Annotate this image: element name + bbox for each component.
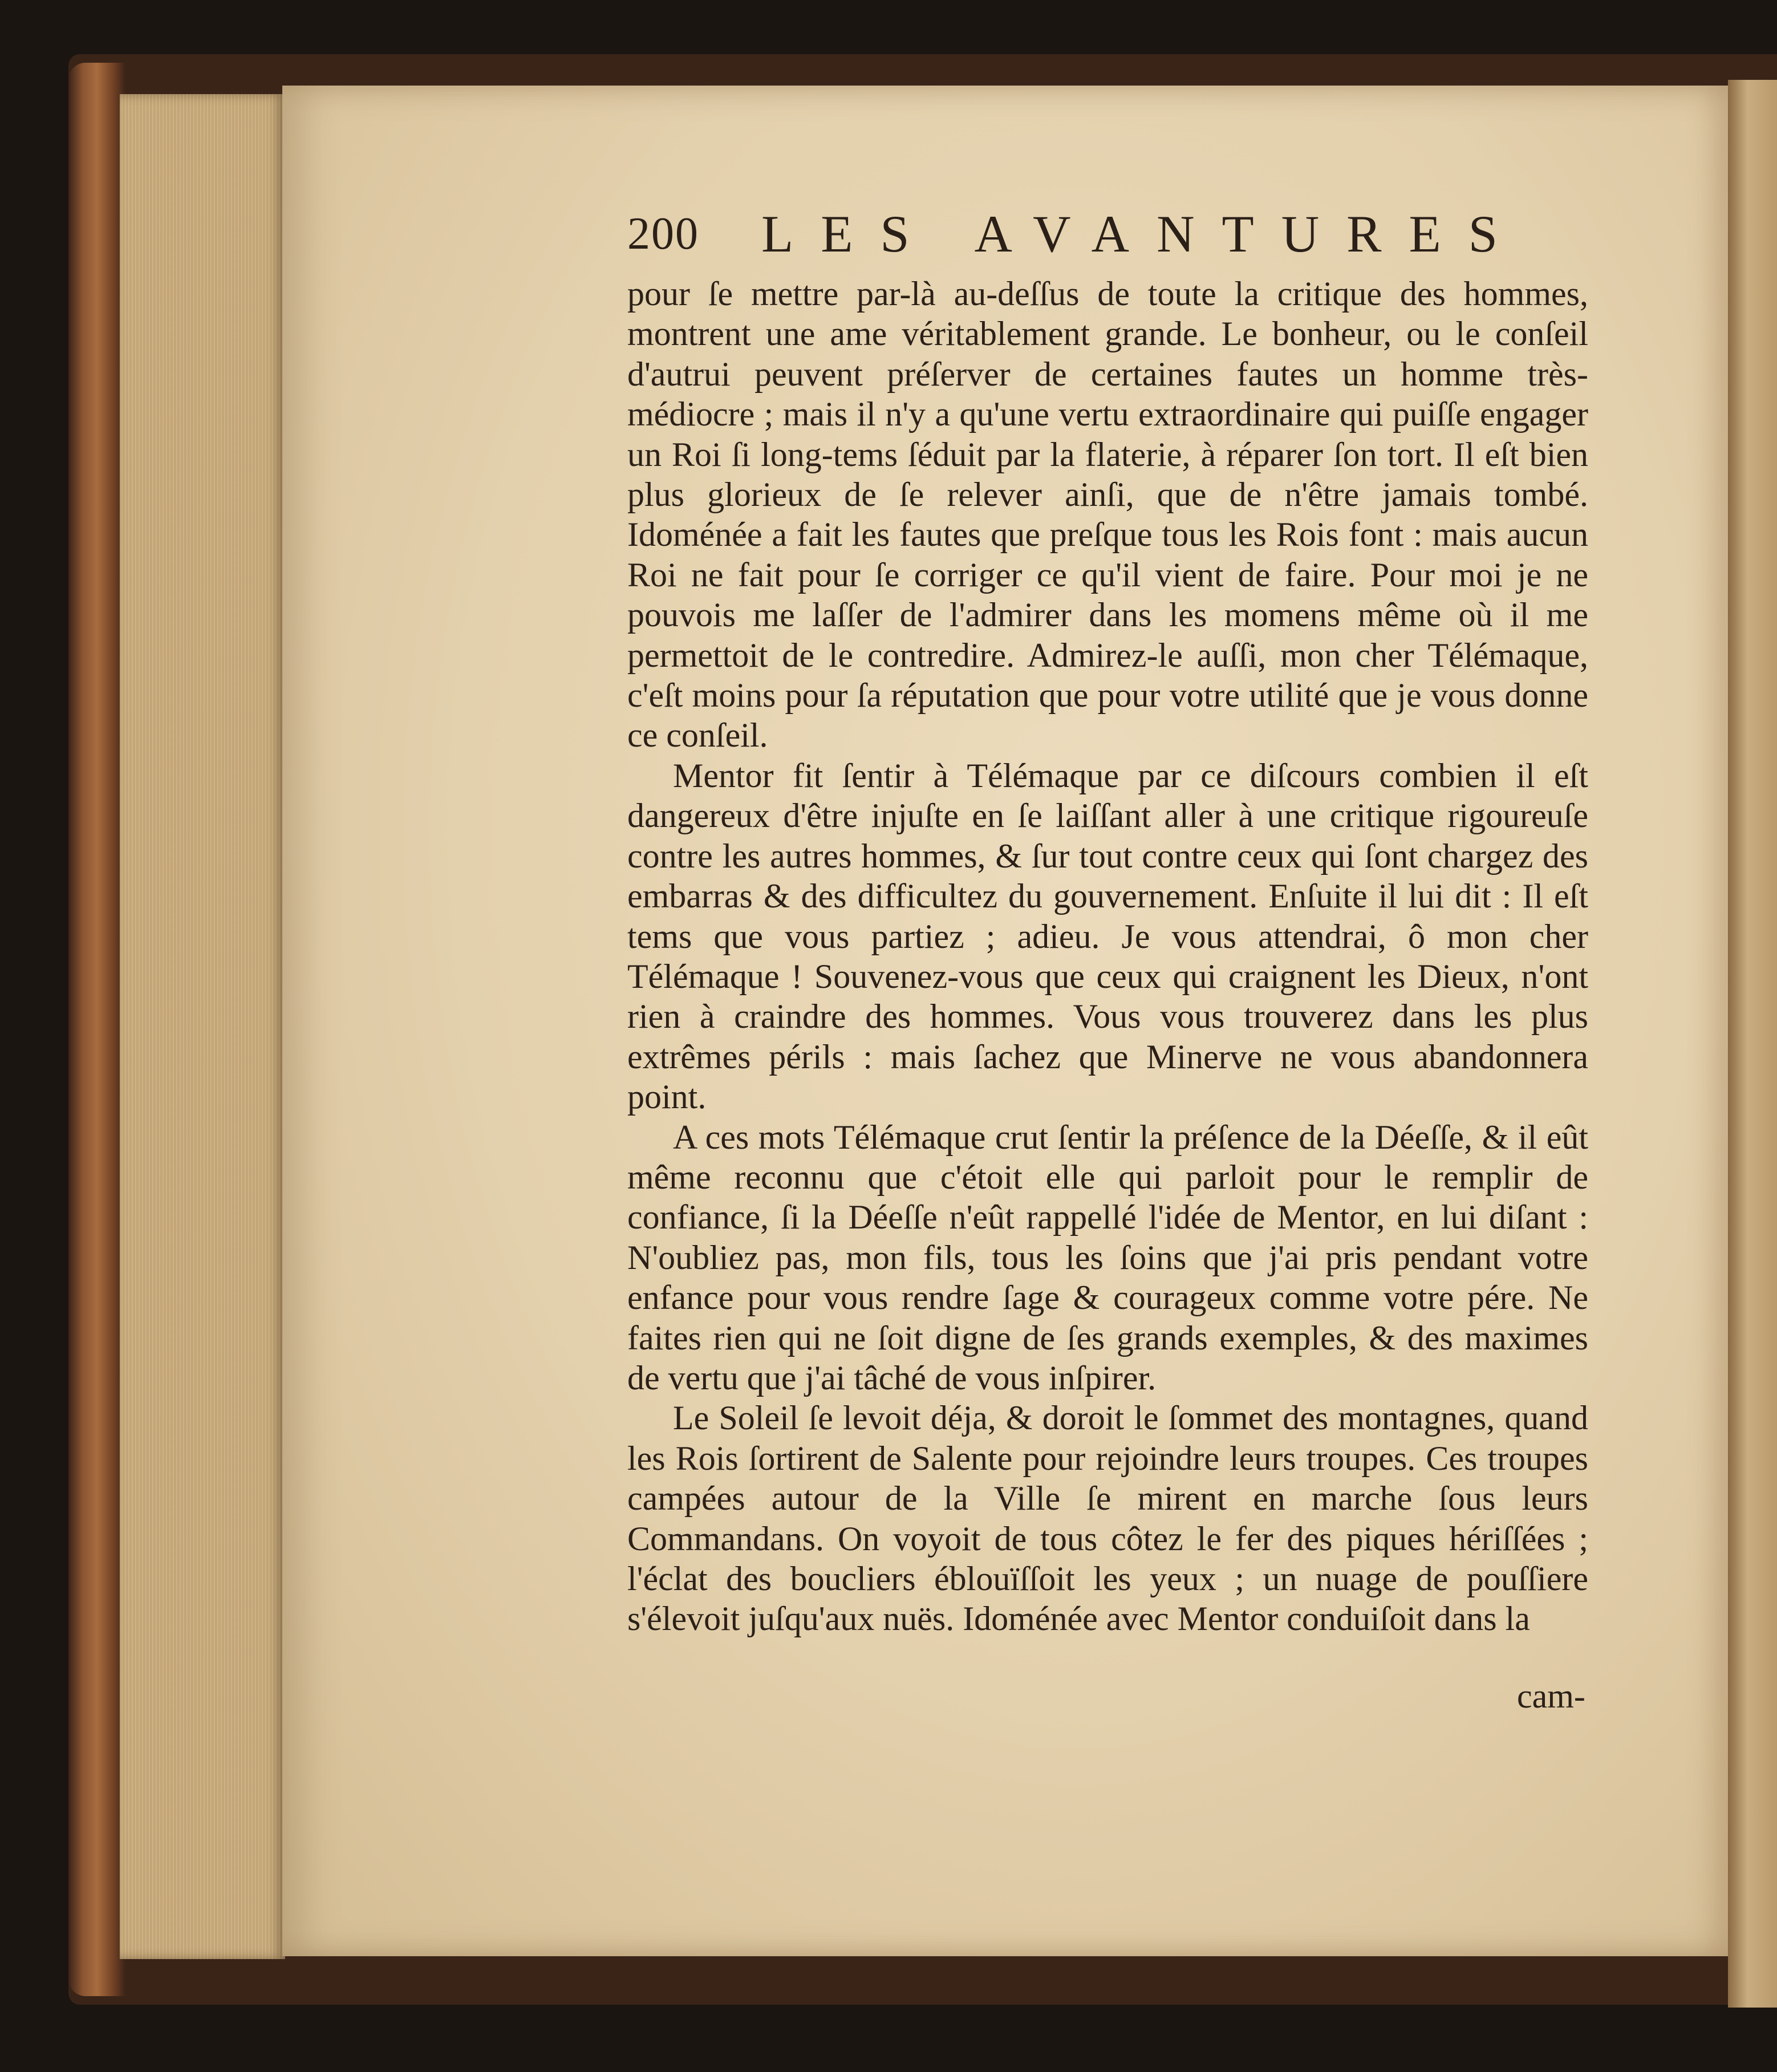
paragraph-3: A ces mots Télémaque crut ſentir la préſence de la Déeſſe, & il eût même reconnu que c'étoit elle qui parloit pour le remplir de confiance, ſi la Déeſſe n'eût rappellé l'idée de Mentor, en lui diſant : N'oubliez pas, mon fils, tous les ſoins que j'ai pris pendant votre enfance pour vous rendre ſage & courageux comme votre pére. Ne faites rien qui ne ſoit digne de ſes grands exemples, & des maximes de vertu que j'ai tâché de vous inſpirer. (627, 1118, 1588, 1397)
body-text (627, 274, 1588, 1639)
paragraph-2: Mentor fit ſentir à Télémaque par ce diſcours combien il eſt dangereux d'être injuſte en ſe laiſſant aller à une critique rigoureuſe contre les autres hommes, & ſur tout contre ceux qui ſont chargez des embarras & des difficultez du gouvernement. Enſuite il lui dit : Il eſt tems que vous partiez ; adieu. Je vous attendrai, ô mon cher Télémaque ! Souvenez-vous que ceux qui craignent les Dieux, n'ont rien à craindre des hommes. Vous vous trouverez dans les plus extrêmes périls : mais ſachez que Minerve ne vous abandonnera point. (627, 756, 1588, 1116)
leather-spine (68, 63, 125, 1996)
page-header (627, 205, 1525, 271)
paragraph-1: pour ſe mettre par-là au-deſſus de toute la critique des hommes, montrent une ame véritablement grande. Le bonheur, ou le conſeil d'autrui peuvent préſerver de certaines fautes un homme très-médiocre ; mais il n'y a qu'une vertu extraordinaire qui puiſſe engager un Roi ſi long-tems ſéduit par la flaterie, à réparer ſon tort. Il eſt bien plus glorieux de ſe relever ainſi, que de n'être jamais tombé. Idoménée a fait les fautes que preſque tous les Rois font : mais aucun Roi ne fait pour ſe corriger ce qu'il vient de faire. Pour moi je ne pouvois me laſſer de l'admirer dans les momens même où il me permettoit de le contredire. Admirez-le auſſi, mon cher Télémaque, c'eſt moins pour ſa réputation que pour votre utilité que je vous donne ce conſeil. (627, 275, 1588, 755)
running-title: LES AVANTURES (761, 205, 1525, 263)
page-number: 200 (627, 209, 699, 259)
facing-page-edge (1728, 80, 1777, 2008)
paragraph-4: Le Soleil ſe levoit déja, & doroit le ſommet des montagnes, quand les Rois ſortirent de Salente pour rejoindre leurs troupes. Ces troupes campées autour de la Ville ſe mirent en marche ſous leurs Commandans. On voyoit de tous côtez le fer des piques hériſſées ; l'éclat des boucliers éblouïſſoit les yeux ; un nuage de pouſſiere s'élevoit juſqu'aux nuës. Idoménée avec Mentor conduiſoit dans la (627, 1399, 1588, 1638)
catchword: cam- (1517, 1677, 1585, 1715)
page-edges (120, 94, 285, 1959)
